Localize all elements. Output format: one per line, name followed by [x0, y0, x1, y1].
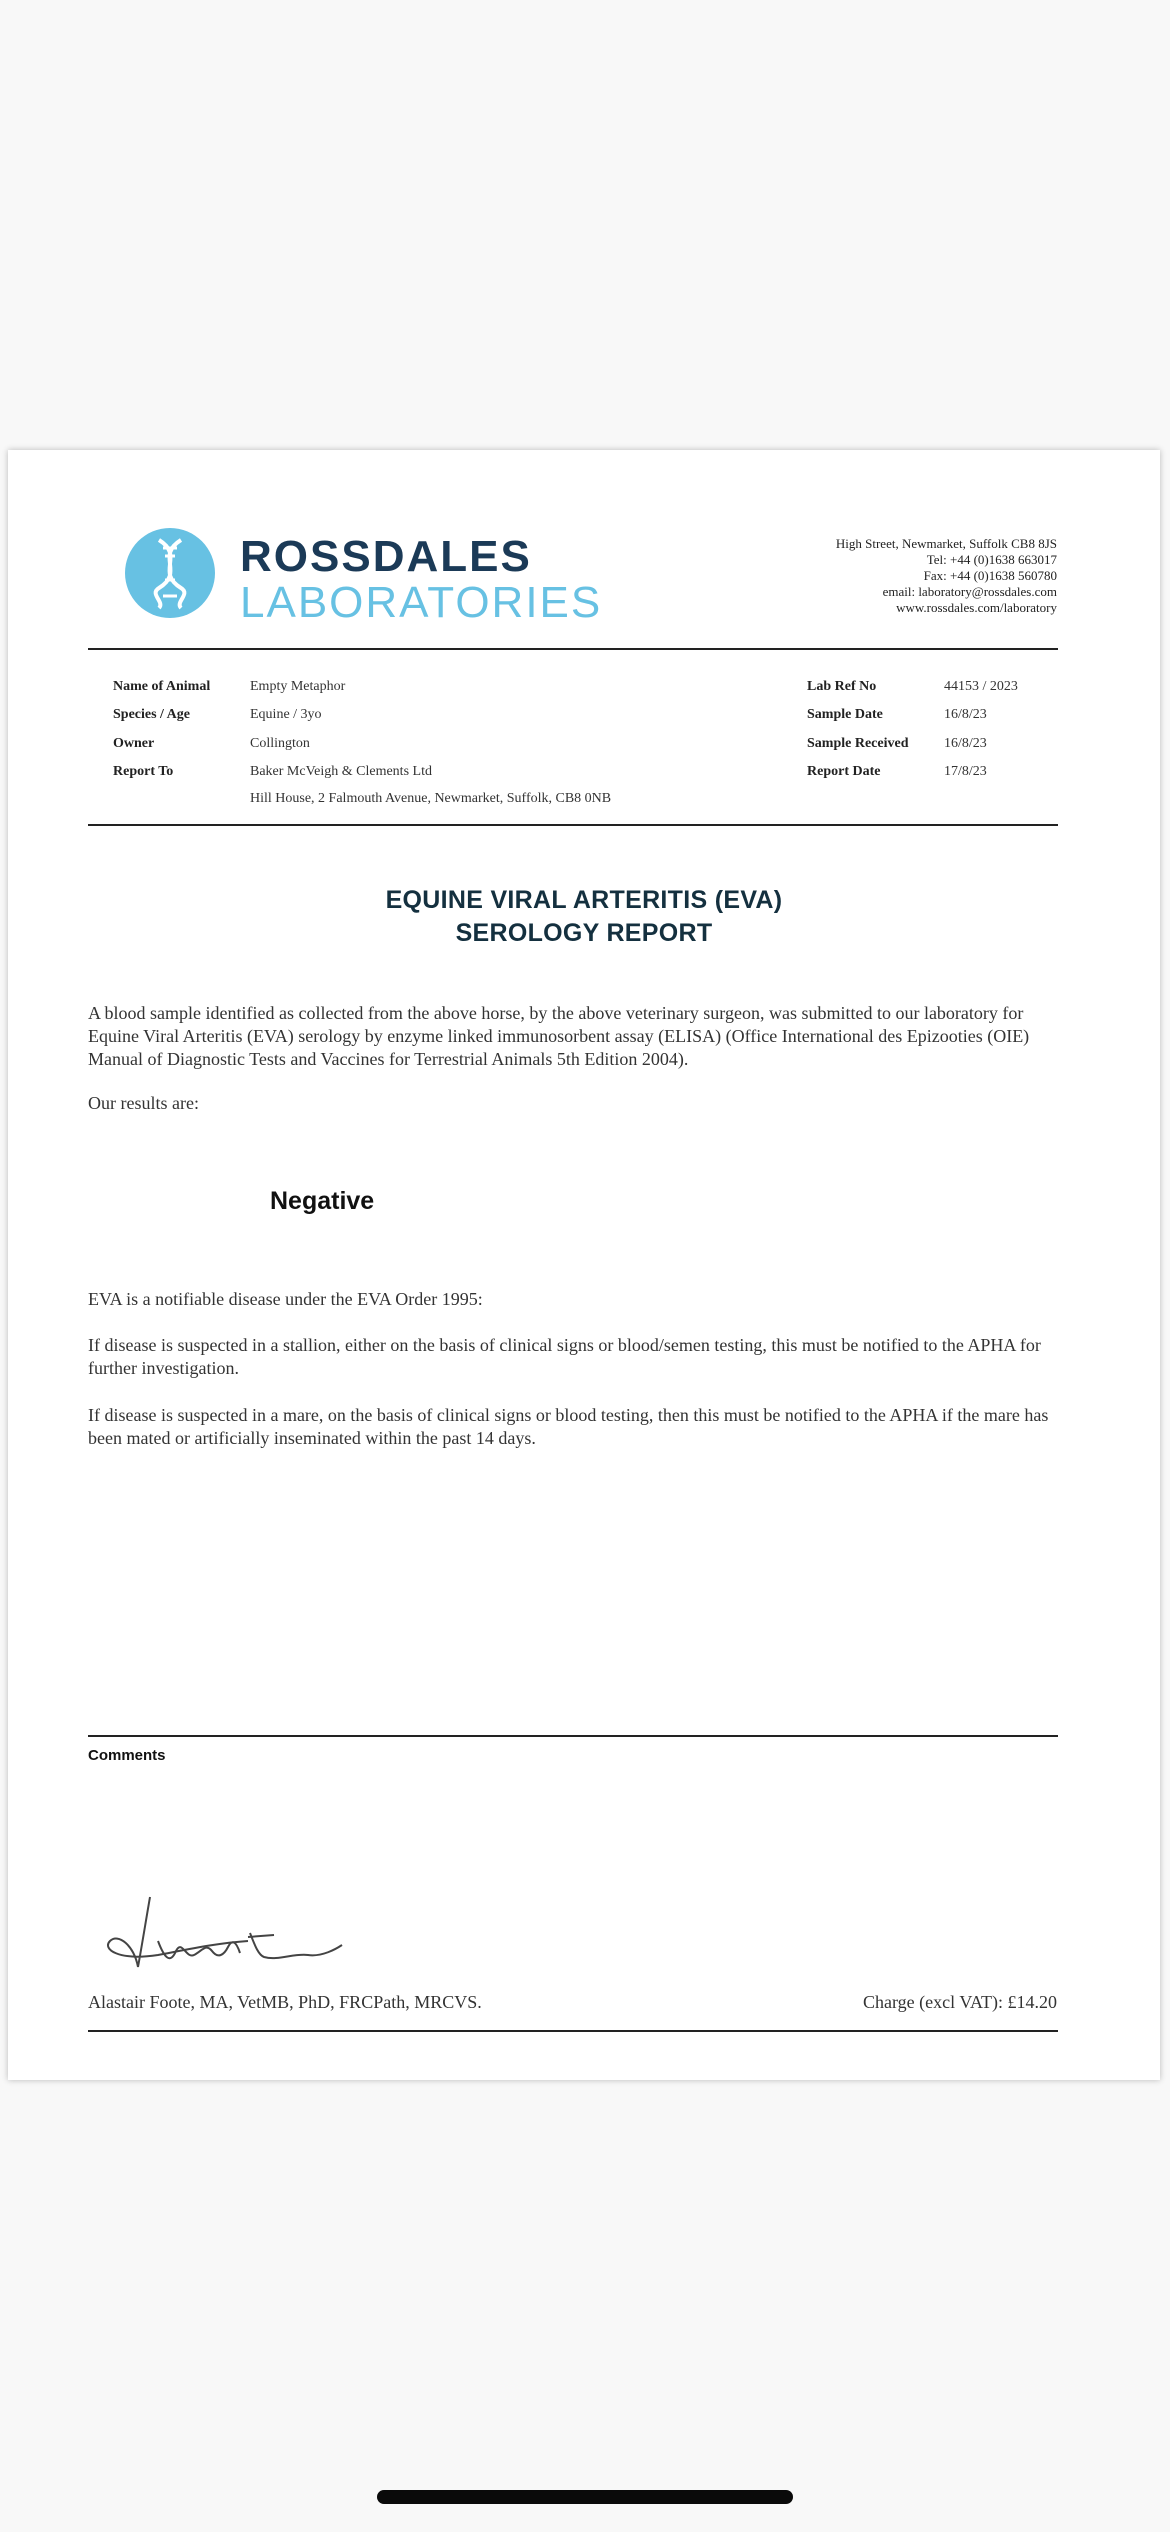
logo-wordmark-line1: ROSSDALES [240, 532, 532, 581]
signer-name: Alastair Foote, MA, VetMB, PhD, FRCPath, MRCVS. [88, 1992, 482, 2012]
species-age-label: Species / Age [113, 707, 190, 722]
charge-amount: Charge (excl VAT): £14.20 [863, 1992, 1057, 2012]
signature-image [98, 1885, 358, 1985]
name-of-animal-label: Name of Animal [113, 679, 211, 694]
report-page [8, 450, 1160, 2080]
divider [88, 824, 1058, 826]
home-indicator[interactable] [377, 2490, 793, 2504]
owner-value: Collington [250, 736, 310, 751]
test-result: Negative [270, 1187, 375, 1215]
lab-ref-label: Lab Ref No [807, 679, 877, 694]
divider [88, 1735, 1058, 1737]
report-date-value: 17/8/23 [944, 764, 987, 779]
address-line: High Street, Newmarket, Suffolk CB8 8JS [835, 536, 1057, 551]
email-line: email: laboratory@rossdales.com [882, 584, 1057, 599]
report-title-line1: EQUINE VIRAL ARTERITIS (EVA) [385, 886, 783, 914]
intro-paragraph: A blood sample identified as collected from the above horse, by the above veterinary surgeon, was submitted to our laboratory for Equine Viral Arteritis (EVA) serology by enzyme linked immunosorbent assay (ELISA) (Office International des Epizooties (OIE) Manual of Diagnostic Tests and Vaccines for Terrestrial Animals 5th Edition 2004). [88, 1003, 1030, 1069]
report-to-value: Baker McVeigh & Clements Ltd [250, 764, 432, 779]
report-date-label: Report Date [807, 764, 881, 779]
comments-label: Comments [88, 1747, 166, 1764]
website-line: www.rossdales.com/laboratory [896, 600, 1057, 615]
logo-wordmark-line2: LABORATORIES [240, 578, 603, 627]
species-age-value: Equine / 3yo [250, 707, 322, 722]
lab-ref-value: 44153 / 2023 [944, 679, 1018, 694]
mare-note: If disease is suspected in a mare, on the basis of clinical signs or blood testing, then this must be notified to the APHA if the mare has been mated or artificially inseminated within the past 14 days. [88, 1405, 1049, 1448]
lab-address-block [836, 536, 1057, 616]
sample-date-label: Sample Date [807, 707, 883, 722]
divider [88, 2030, 1058, 2032]
owner-label: Owner [113, 736, 155, 751]
stallion-note: If disease is suspected in a stallion, either on the basis of clinical signs or blood/semen testing, this must be notified to the APHA for further investigation. [88, 1335, 1041, 1378]
divider [88, 648, 1058, 650]
report-title-line2: SEROLOGY REPORT [455, 919, 713, 947]
results-intro: Our results are: [88, 1093, 199, 1113]
sample-date-value: 16/8/23 [944, 707, 987, 722]
phone-line: Tel: +44 (0)1638 663017 [926, 552, 1057, 567]
sample-received-value: 16/8/23 [944, 736, 987, 751]
report-to-label: Report To [113, 764, 174, 779]
notifiable-notice: EVA is a notifiable disease under the EVA Order 1995: [88, 1289, 483, 1309]
report-to-address: Hill House, 2 Falmouth Avenue, Newmarket, Suffolk, CB8 0NB [250, 791, 612, 806]
fax-line: Fax: +44 (0)1638 560780 [923, 568, 1057, 583]
sample-received-label: Sample Received [807, 736, 909, 751]
dna-logo-icon [125, 528, 215, 618]
name-of-animal-value: Empty Metaphor [250, 679, 346, 694]
